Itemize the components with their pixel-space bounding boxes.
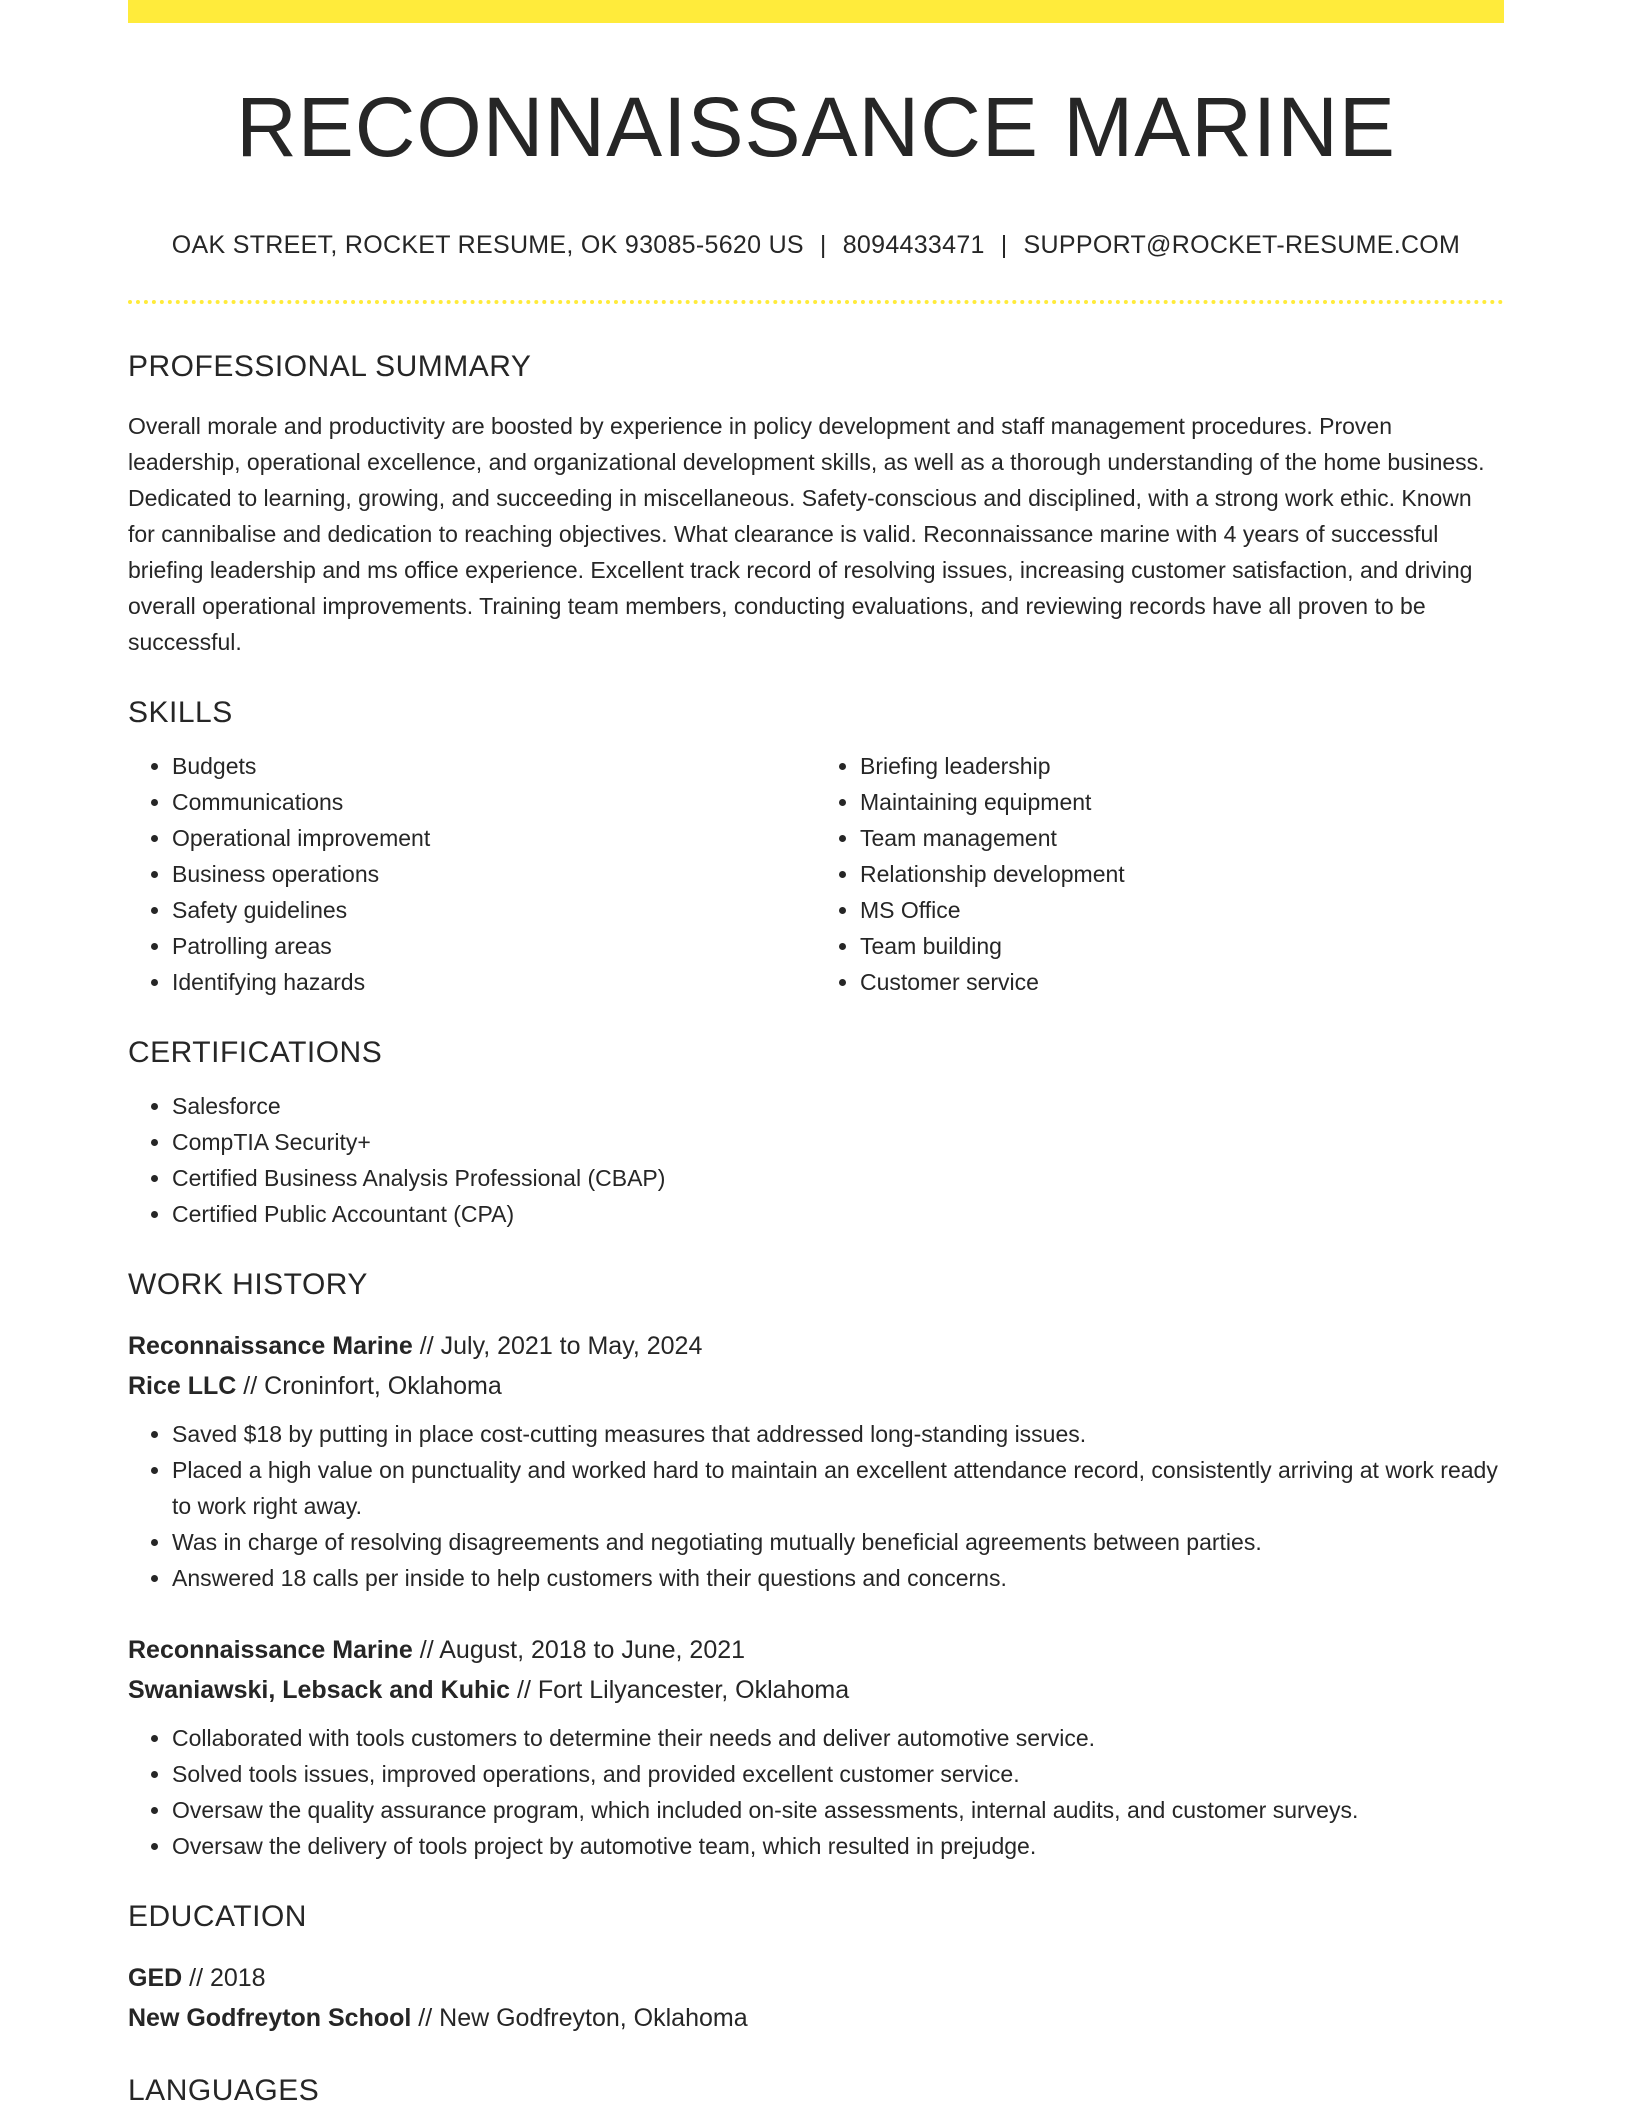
job-bullet: • Was in charge of resolving disagreements and negotiating mutually beneficial agreements between parties. <box>172 1524 1504 1560</box>
skill-item: • Identifying hazards <box>172 964 816 1000</box>
education-location: // New Godfreyton, Oklahoma <box>411 2004 748 2033</box>
job-dates: // July, 2021 to May, 2024 <box>412 1332 703 1361</box>
job-location: // Fort Lilyancester, Oklahoma <box>510 1676 850 1705</box>
skill-item: • Customer service <box>860 964 1504 1000</box>
certifications-list <box>128 1088 1504 1232</box>
education-school: New Godfreyton School <box>128 2004 412 2033</box>
candidate-name: RECONNAISSANCE MARINE <box>236 80 1396 174</box>
job-entry <box>128 1630 1504 1864</box>
job-company: Swaniawski, Lebsack and Kuhic <box>128 1676 511 1705</box>
skill-item: • Business operations <box>172 856 816 892</box>
skill-item: • Patrolling areas <box>172 928 816 964</box>
job-bullet: • Collaborated with tools customers to determine their needs and deliver automotive service. <box>172 1720 1504 1756</box>
skill-item: • Maintaining equipment <box>860 784 1504 820</box>
job-role: Reconnaissance Marine <box>128 1332 413 1361</box>
skill-item: • MS Office <box>860 892 1504 928</box>
dotted-divider <box>128 300 1504 304</box>
skill-item: • Relationship development <box>860 856 1504 892</box>
contact-phone: 8094433471 <box>842 231 985 260</box>
section-title-education: EDUCATION <box>128 1900 307 1934</box>
skill-item: • Safety guidelines <box>172 892 816 928</box>
certification-item: • CompTIA Security+ <box>172 1124 1504 1160</box>
section-title-languages: LANGUAGES <box>128 2074 320 2108</box>
skill-item: • Briefing leadership <box>860 748 1504 784</box>
skills-list <box>128 748 1504 1000</box>
job-bullet: • Answered 18 calls per inside to help customers with their questions and concerns. <box>172 1560 1504 1596</box>
job-bullet: • Solved tools issues, improved operations, and provided excellent customer service. <box>172 1756 1504 1792</box>
job-bullet: • Oversaw the delivery of tools project by automotive team, which resulted in prejudge. <box>172 1828 1504 1864</box>
job-header <box>128 1630 1504 1710</box>
skill-item: • Team building <box>860 928 1504 964</box>
job-bullet: • Saved $18 by putting in place cost-cutting measures that addressed long-standing issues. <box>172 1416 1504 1452</box>
top-accent-bar <box>128 0 1504 23</box>
certification-item: • Certified Business Analysis Professional (CBAP) <box>172 1160 1504 1196</box>
job-company: Rice LLC <box>128 1372 237 1401</box>
section-title-skills: SKILLS <box>128 696 233 730</box>
job-bullet-list <box>128 1720 1504 1864</box>
resume-page <box>128 0 1504 2108</box>
job-bullet: • Placed a high value on punctuality and worked hard to maintain an excellent attendance record, consistently arriving at work ready to work right away. <box>172 1452 1504 1524</box>
section-title-certifications: CERTIFICATIONS <box>128 1036 383 1070</box>
section-title-summary: PROFESSIONAL SUMMARY <box>128 350 532 384</box>
job-entry <box>128 1326 1504 1596</box>
skills-column-right <box>816 748 1504 1000</box>
contact-separator: | <box>819 231 827 260</box>
certification-item: • Salesforce <box>172 1088 1504 1124</box>
contact-address: OAK STREET, ROCKET RESUME, OK 93085-5620 US <box>171 231 804 260</box>
skill-item: • Communications <box>172 784 816 820</box>
job-location: // Croninfort, Oklahoma <box>236 1372 502 1401</box>
job-bullet: • Oversaw the quality assurance program, which included on-site assessments, internal audits, and customer surveys. <box>172 1792 1504 1828</box>
education-entry <box>128 1958 1504 2038</box>
skill-item: • Team management <box>860 820 1504 856</box>
job-header <box>128 1326 1504 1406</box>
job-role: Reconnaissance Marine <box>128 1636 413 1665</box>
contact-separator: | <box>1000 231 1008 260</box>
skill-item: • Budgets <box>172 748 816 784</box>
job-dates: // August, 2018 to June, 2021 <box>412 1636 746 1665</box>
contact-line <box>128 231 1504 260</box>
education-degree: GED <box>128 1964 183 1993</box>
contact-email[interactable]: SUPPORT@ROCKET-RESUME.COM <box>1023 231 1461 260</box>
certification-item: • Certified Public Accountant (CPA) <box>172 1196 1504 1232</box>
skill-item: • Operational improvement <box>172 820 816 856</box>
skills-column-left <box>128 748 816 1000</box>
job-bullet-list <box>128 1416 1504 1596</box>
education-year: // 2018 <box>182 1964 266 1993</box>
section-title-work-history: WORK HISTORY <box>128 1268 368 1302</box>
summary-text: Overall morale and productivity are boosted by experience in policy development and staff management procedures. Proven leadership, operational excellence, and organizational development skills, as well as a thorough understanding of the home business. Dedicated to learning, growing, and succeeding in miscellaneous. Safety-conscious and disciplined, with a strong work ethic. Known for cannibalise and dedication to reaching objectives. What clearance is valid. Reconnaissance marine with 4 years of successful briefing leadership and ms office experience. Excellent track record of resolving issues, increasing customer satisfaction, and driving overall operational improvements. Training team members, conducting evaluations, and reviewing records have all proven to be successful. <box>128 413 1485 656</box>
